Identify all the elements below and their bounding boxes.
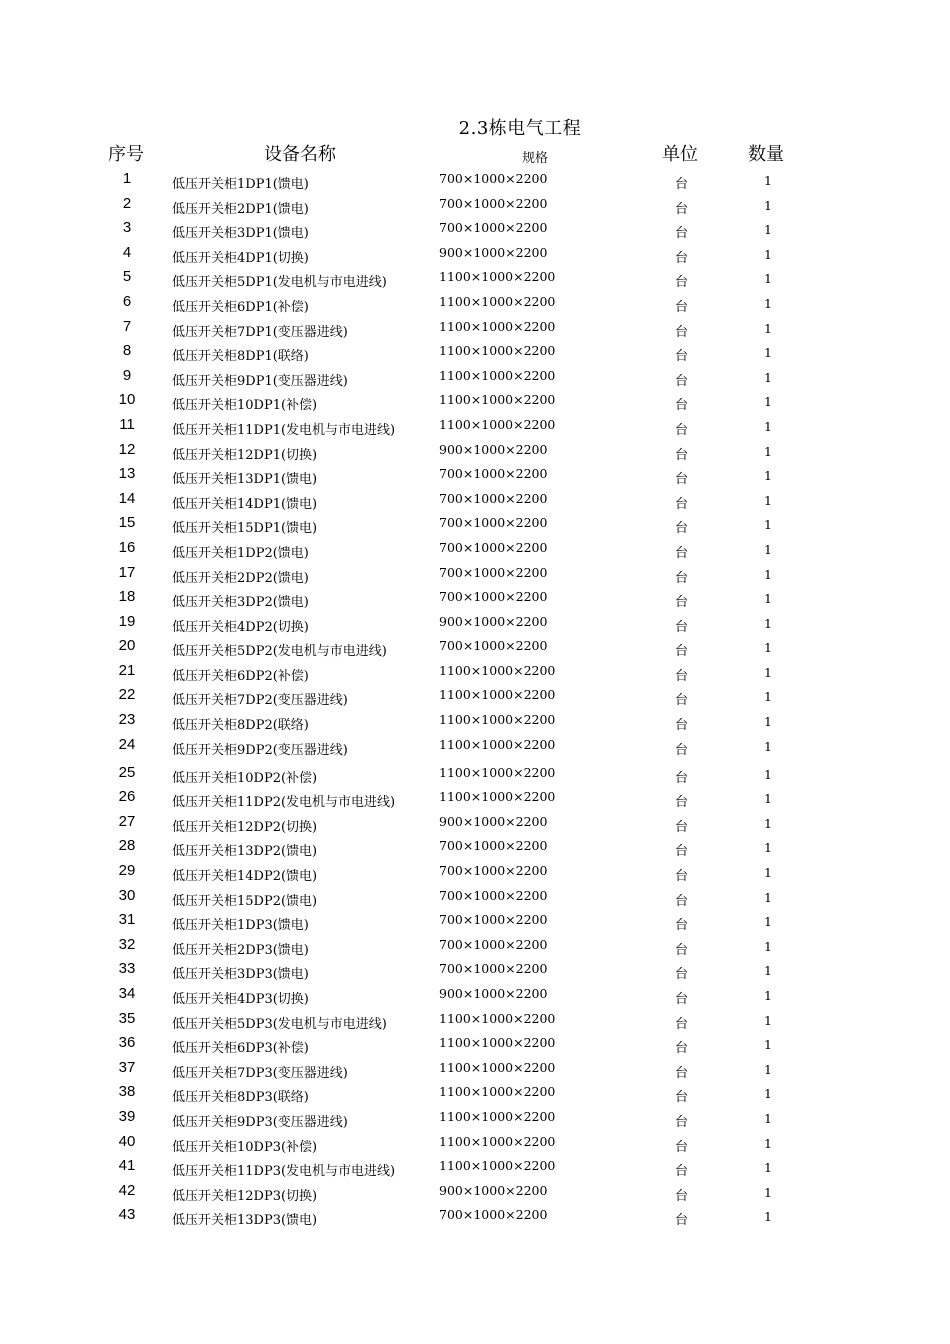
row-seq: 36 [118,1034,136,1052]
header-unit: 单位 [662,144,698,165]
row-spec: 900×1000×2200 [439,441,548,457]
row-seq: 35 [118,1009,136,1027]
row-spec: 700×1000×2200 [439,912,548,928]
row-seq: 8 [122,342,132,360]
row-unit: 台 [675,619,689,635]
row-unit: 台 [675,1016,689,1032]
row-unit: 台 [675,718,689,734]
row-unit: 台 [675,918,689,934]
row-seq: 13 [118,465,136,483]
row-qty: 1 [764,615,772,631]
row-qty: 1 [764,197,772,213]
row-seq: 3 [122,219,132,237]
row-spec: 900×1000×2200 [439,986,548,1001]
table-row [0,1034,950,1059]
row-spec: 700×1000×2200 [439,466,548,482]
row-name: 低压开关柜2DP1(馈电) [172,201,309,217]
row-unit: 台 [675,570,689,586]
row-spec: 1100×1000×2200 [439,1108,556,1124]
table-row [0,1059,950,1084]
row-unit: 台 [675,770,689,786]
row-seq: 21 [118,661,136,679]
row-qty: 1 [764,246,772,262]
row-name: 低压开关柜14DP2(馈电) [172,869,318,885]
row-unit: 台 [675,693,689,709]
row-qty: 1 [764,1012,772,1028]
row-spec: 700×1000×2200 [439,887,548,903]
row-spec: 900×1000×2200 [439,813,548,829]
table-row [0,887,950,912]
row-spec: 1100×1000×2200 [439,367,556,383]
table-row [0,391,950,416]
table-row [0,318,950,343]
row-spec: 1100×1000×2200 [439,416,556,432]
row-name: 低压开关柜6DP3(补偿) [172,1041,309,1057]
row-qty: 1 [764,1061,772,1077]
row-qty: 1 [764,865,772,881]
row-unit: 台 [675,942,689,958]
row-spec: 700×1000×2200 [439,564,548,580]
row-seq: 37 [118,1058,136,1076]
table-row [0,416,950,441]
row-seq: 24 [118,735,136,753]
row-name: 低压开关柜9DP3(变压器进线) [172,1114,348,1130]
row-name: 低压开关柜2DP2(馈电) [172,570,309,586]
row-qty: 1 [764,914,772,930]
row-unit: 台 [675,373,689,389]
row-seq: 7 [122,317,132,335]
row-spec: 1100×1000×2200 [439,1035,556,1051]
row-seq: 20 [118,637,136,655]
row-qty: 1 [764,889,772,905]
row-name: 低压开关柜3DP1(馈电) [172,226,309,242]
row-unit: 台 [675,795,689,811]
row-unit: 台 [675,644,689,660]
row-seq: 11 [119,415,135,433]
row-qty: 1 [764,988,772,1003]
header-name: 设备名称 [264,144,336,165]
row-name: 低压开关柜1DP3(馈电) [172,918,309,934]
table-row [0,514,950,539]
row-unit: 台 [675,992,689,1007]
row-seq: 34 [118,985,136,1002]
row-unit: 台 [675,844,689,860]
row-name: 低压开关柜9DP1(变压器进线) [172,373,348,389]
table-row [0,637,950,662]
row-qty: 1 [764,963,772,979]
row-seq: 33 [118,960,136,978]
table-row [0,490,950,515]
row-seq: 6 [122,292,132,310]
row-name: 低压开关柜6DP2(补偿) [172,668,309,684]
table-row [0,813,950,838]
row-spec: 700×1000×2200 [439,539,548,555]
row-unit: 台 [675,1114,689,1130]
row-unit: 台 [675,226,689,242]
row-qty: 1 [764,1184,772,1200]
row-qty: 1 [764,443,772,459]
row-seq: 5 [122,268,132,286]
row-seq: 39 [118,1107,136,1125]
table-row [0,195,950,220]
table-row [0,1010,950,1035]
row-name: 低压开关柜7DP2(变压器进线) [172,693,348,709]
table-row [0,588,950,613]
row-qty: 1 [764,689,772,705]
row-spec: 900×1000×2200 [439,1182,548,1198]
row-spec: 700×1000×2200 [439,589,548,605]
row-seq: 42 [118,1181,136,1199]
row-seq: 1 [122,170,132,187]
table-row [0,293,950,318]
row-unit: 台 [675,1188,689,1204]
row-seq: 26 [118,788,136,806]
row-name: 低压开关柜5DP3(发电机与市电进线) [172,1016,387,1032]
row-seq: 25 [118,763,136,781]
row-name: 低压开关柜10DP3(补偿) [172,1139,318,1155]
row-qty: 1 [764,738,772,754]
row-name: 低压开关柜15DP2(馈电) [172,893,318,909]
row-unit: 台 [675,545,689,561]
table-row [0,564,950,589]
row-qty: 1 [764,295,772,311]
row-unit: 台 [675,299,689,315]
row-name: 低压开关柜4DP3(切换) [172,992,309,1007]
row-name: 低压开关柜10DP2(补偿) [172,770,318,786]
row-name: 低压开关柜9DP2(变压器进线) [172,742,348,758]
row-unit: 台 [675,1041,689,1057]
row-qty: 1 [764,1086,772,1102]
row-qty: 1 [764,1037,772,1053]
row-seq: 40 [118,1132,136,1150]
row-seq: 9 [122,366,132,384]
row-name: 低压开关柜11DP3(发电机与市电进线) [172,1164,396,1180]
row-unit: 台 [675,1139,689,1155]
row-spec: 1100×1000×2200 [439,764,556,780]
row-seq: 41 [118,1157,136,1175]
page-title: 2.3栋电气工程 [458,118,582,139]
table-row [0,960,950,985]
row-spec: 1100×1000×2200 [439,1133,556,1149]
row-name: 低压开关柜12DP3(切换) [172,1188,318,1204]
table-row [0,911,950,936]
row-seq: 10 [118,391,136,409]
header-spec: 规格 [522,151,549,166]
row-seq: 17 [118,563,136,581]
row-spec: 700×1000×2200 [439,220,548,236]
table-row [0,1157,950,1182]
row-qty: 1 [764,1135,772,1151]
row-spec: 1100×1000×2200 [439,789,556,805]
table-row [0,736,950,764]
row-seq: 29 [118,862,136,880]
row-seq: 32 [118,935,136,953]
row-seq: 27 [118,812,136,830]
equipment-table [0,170,950,1231]
row-name: 低压开关柜4DP2(切换) [172,619,309,635]
row-spec: 1100×1000×2200 [439,269,556,285]
table-row [0,837,950,862]
row-unit: 台 [675,869,689,885]
table-row [0,711,950,736]
row-name: 低压开关柜6DP1(补偿) [172,299,309,315]
row-name: 低压开关柜3DP3(馈电) [172,967,309,983]
row-unit: 台 [675,349,689,365]
row-spec: 1100×1000×2200 [439,1059,556,1075]
row-unit: 台 [675,1213,689,1229]
row-qty: 1 [764,791,772,807]
row-spec: 1100×1000×2200 [439,687,556,703]
row-seq: 22 [118,686,136,704]
table-row [0,1083,950,1108]
row-unit: 台 [675,819,689,835]
table-row [0,441,950,466]
row-spec: 700×1000×2200 [439,171,548,186]
row-name: 低压开关柜1DP2(馈电) [172,545,309,561]
table-row [0,1182,950,1207]
row-name: 低压开关柜11DP2(发电机与市电进线) [172,795,396,811]
row-qty: 1 [764,1110,772,1126]
row-qty: 1 [764,766,772,782]
table-row [0,862,950,887]
row-name: 低压开关柜8DP1(联络) [172,349,309,365]
row-seq: 2 [122,194,132,212]
row-qty: 1 [764,938,772,954]
row-name: 低压开关柜12DP1(切换) [172,447,318,463]
header-qty: 数量 [748,144,784,165]
row-unit: 台 [675,177,689,192]
table-row [0,686,950,711]
row-name: 低压开关柜8DP2(联络) [172,718,309,734]
row-name: 低压开关柜7DP3(变压器进线) [172,1065,348,1081]
row-unit: 台 [675,422,689,438]
row-seq: 15 [118,514,136,532]
row-unit: 台 [675,398,689,414]
row-qty: 1 [764,394,772,410]
row-seq: 18 [118,588,136,606]
row-seq: 16 [118,538,136,556]
table-row [0,613,950,638]
row-unit: 台 [675,967,689,983]
row-spec: 1100×1000×2200 [439,1158,556,1174]
row-unit: 台 [675,893,689,909]
row-qty: 1 [764,271,772,287]
row-unit: 台 [675,1164,689,1180]
row-spec: 700×1000×2200 [439,961,548,977]
table-row [0,985,950,1010]
row-seq: 19 [118,612,136,630]
row-spec: 700×1000×2200 [439,638,548,654]
row-name: 低压开关柜15DP1(馈电) [172,521,318,537]
row-spec: 700×1000×2200 [439,838,548,854]
row-unit: 台 [675,1065,689,1081]
row-qty: 1 [764,517,772,533]
row-qty: 1 [764,320,772,336]
table-row [0,662,950,687]
table-row [0,936,950,961]
row-qty: 1 [764,173,772,188]
row-seq: 38 [118,1083,136,1101]
row-seq: 23 [118,711,136,729]
table-row [0,539,950,564]
row-seq: 12 [118,440,136,458]
table-row [0,367,950,392]
row-name: 低压开关柜5DP2(发电机与市电进线) [172,644,387,660]
table-row [0,1108,950,1133]
row-name: 低压开关柜5DP1(发电机与市电进线) [172,275,387,291]
row-unit: 台 [675,201,689,217]
row-seq: 30 [118,886,136,904]
row-qty: 1 [764,664,772,680]
row-seq: 28 [118,837,136,855]
row-spec: 1100×1000×2200 [439,1084,556,1100]
row-name: 低压开关柜13DP1(馈电) [172,472,318,488]
row-spec: 1100×1000×2200 [439,1010,556,1026]
row-seq: 31 [118,911,136,929]
row-unit: 台 [675,250,689,266]
row-name: 低压开关柜13DP3(馈电) [172,1213,318,1229]
row-unit: 台 [675,1090,689,1106]
row-spec: 700×1000×2200 [439,936,548,952]
table-row [0,244,950,269]
row-unit: 台 [675,275,689,291]
table-row [0,268,950,293]
row-unit: 台 [675,447,689,463]
row-qty: 1 [764,222,772,238]
row-qty: 1 [764,840,772,856]
row-unit: 台 [675,496,689,512]
table-row [0,1133,950,1158]
row-spec: 1100×1000×2200 [439,392,556,408]
table-row [0,219,950,244]
row-name: 低压开关柜2DP3(馈电) [172,942,309,958]
row-unit: 台 [675,521,689,537]
row-unit: 台 [675,324,689,340]
row-seq: 4 [122,243,132,261]
row-qty: 1 [764,541,772,557]
row-name: 低压开关柜8DP3(联络) [172,1090,309,1106]
table-row [0,1206,950,1231]
row-spec: 900×1000×2200 [439,613,548,629]
row-spec: 1100×1000×2200 [439,712,556,728]
row-spec: 1100×1000×2200 [439,662,556,678]
row-spec: 700×1000×2200 [439,195,548,211]
row-qty: 1 [764,418,772,434]
row-qty: 1 [764,369,772,385]
table-row [0,788,950,813]
row-qty: 1 [764,1209,772,1225]
row-qty: 1 [764,714,772,730]
row-name: 低压开关柜4DP1(切换) [172,250,309,266]
row-unit: 台 [675,668,689,684]
row-spec: 700×1000×2200 [439,515,548,531]
row-qty: 1 [764,468,772,484]
row-spec: 700×1000×2200 [439,490,548,506]
table-row [0,170,950,195]
row-spec: 1100×1000×2200 [439,293,556,309]
row-name: 低压开关柜11DP1(发电机与市电进线) [172,422,396,438]
row-name: 低压开关柜10DP1(补偿) [172,398,318,414]
row-name: 低压开关柜12DP2(切换) [172,819,318,835]
row-spec: 1100×1000×2200 [439,318,556,334]
row-qty: 1 [764,815,772,831]
row-name: 低压开关柜1DP1(馈电) [172,177,309,192]
row-spec: 1100×1000×2200 [439,343,556,359]
row-qty: 1 [764,640,772,656]
row-spec: 900×1000×2200 [439,244,548,260]
row-unit: 台 [675,742,689,758]
table-row [0,465,950,490]
row-qty: 1 [764,492,772,508]
row-seq: 14 [118,489,136,507]
row-spec: 700×1000×2200 [439,1207,548,1223]
row-name: 低压开关柜13DP2(馈电) [172,844,318,860]
row-qty: 1 [764,345,772,361]
header-seq: 序号 [108,144,144,165]
row-name: 低压开关柜14DP1(馈电) [172,496,318,512]
row-name: 低压开关柜7DP1(变压器进线) [172,324,348,340]
row-qty: 1 [764,591,772,607]
row-qty: 1 [764,1160,772,1176]
row-spec: 700×1000×2200 [439,863,548,879]
table-row [0,764,950,789]
row-qty: 1 [764,566,772,582]
row-unit: 台 [675,595,689,611]
row-name: 低压开关柜3DP2(馈电) [172,595,309,611]
row-unit: 台 [675,472,689,488]
table-row [0,342,950,367]
row-spec: 1100×1000×2200 [439,736,556,752]
row-seq: 43 [118,1206,136,1224]
